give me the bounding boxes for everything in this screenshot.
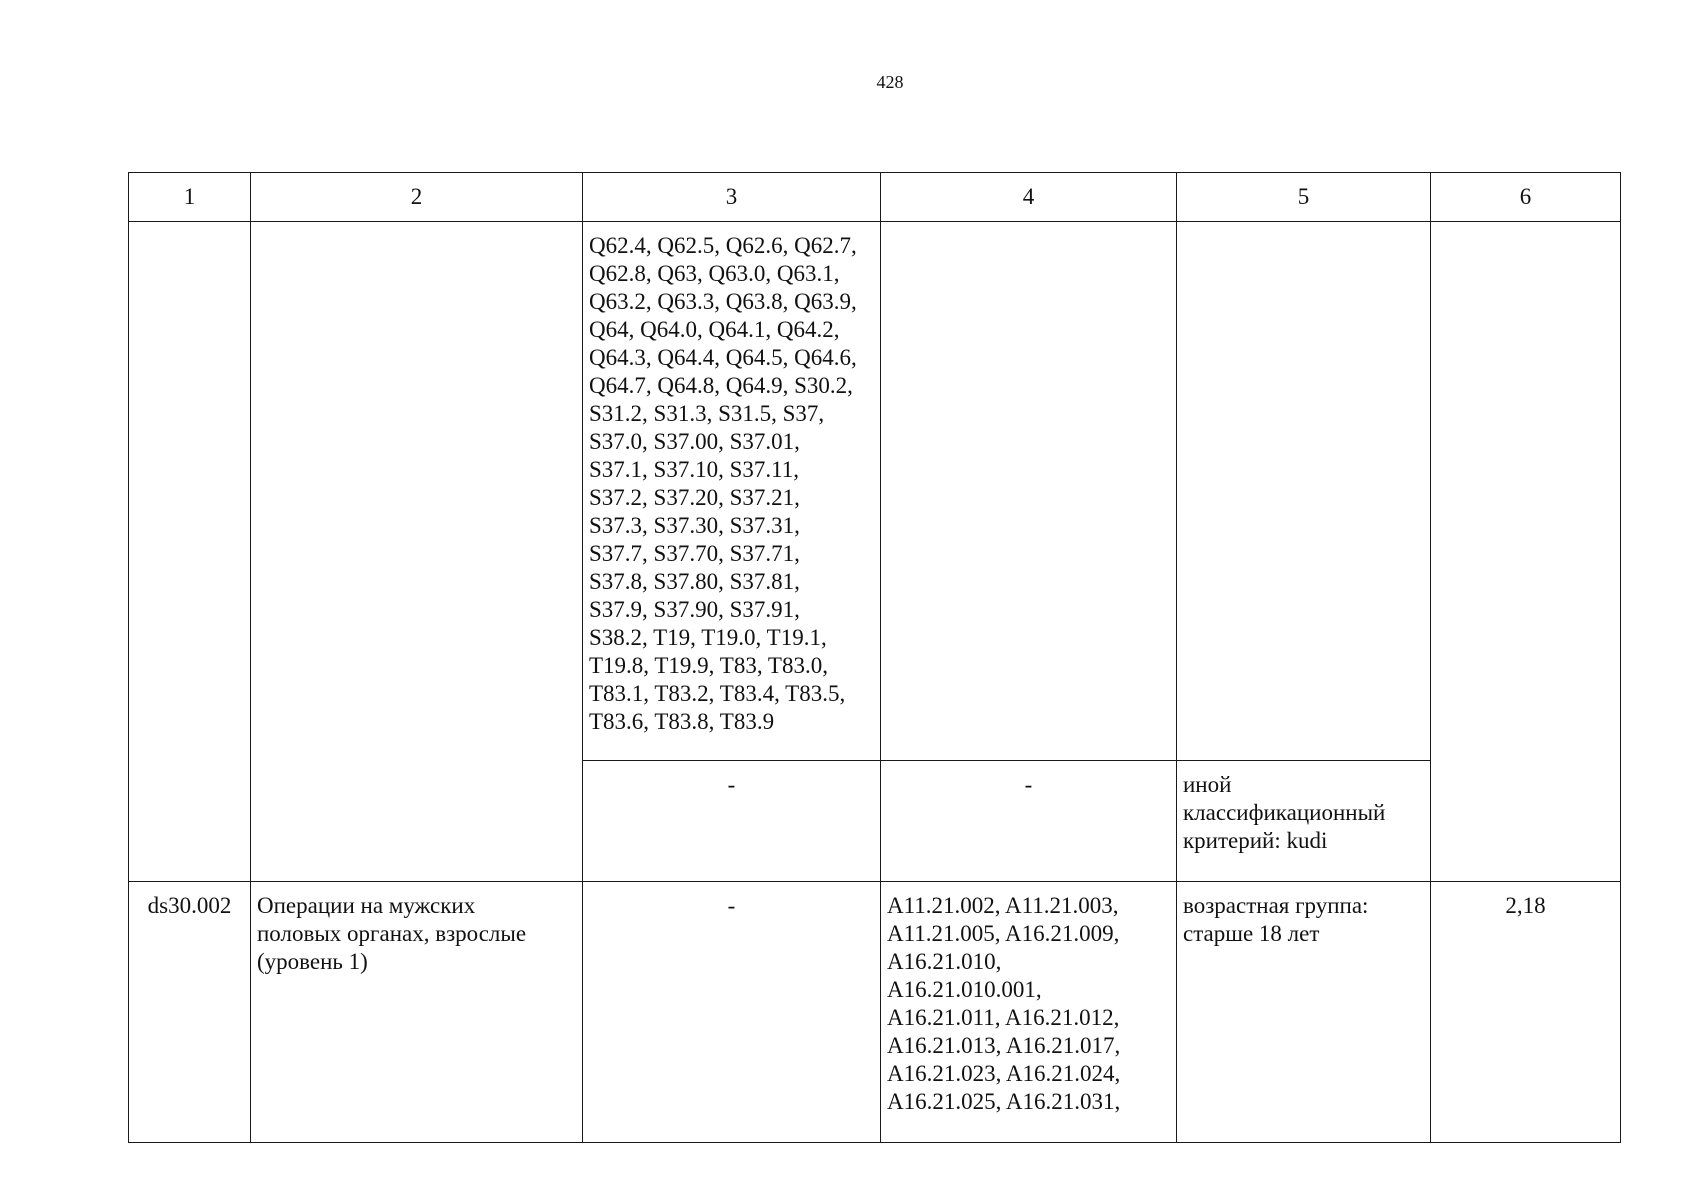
continuation-col4-cell xyxy=(881,222,1177,761)
ksg-code-cell: ds30.002 xyxy=(129,882,251,1143)
coefficient-cell: 2,18 xyxy=(1431,882,1621,1143)
classification-criterion-cell: иной классификационный критерий: kudi xyxy=(1177,761,1431,882)
continuation-col2-cell xyxy=(251,222,583,882)
diagnosis-codes-cell: Q62.4, Q62.5, Q62.6, Q62.7, Q62.8, Q63, Q63.0, Q63.1, Q63.2, Q63.3, Q63.8, Q63.9, Q64, Q64.0, Q64.1, Q64.2, Q64.3, Q64.4, Q64.5, Q64.6, Q64.7, Q64.8, Q64.9, S30.2, S31.2, S31.3, S31.5, S37, S37.0, S37.00, S37.01, S37.1, S37.10, S37.11, S37.2, S37.20, S37.21, S37.3, S37.30, S37.31, S37.7, S37.70, S37.71, S37.8, S37.80, S37.81, S37.9, S37.90, S37.91, S38.2, T19, T19.0, T19.1, T19.8, T19.9, T83, T83.0, T83.1, T83.2, T83.4, T83.5, T83.6, T83.8, T83.9 xyxy=(583,222,881,761)
column-header-2: 2 xyxy=(251,173,583,222)
header-row xyxy=(129,173,1621,222)
ksg-name-cell: Операции на мужских половых органах, взрослые (уровень 1) xyxy=(251,882,583,1143)
continuation-col6-cell xyxy=(1431,222,1621,882)
service-codes-cell: A11.21.002, A11.21.003, A11.21.005, A16.21.009, A16.21.010, A16.21.010.001, A16.21.011, A16.21.012, A16.21.013, A16.21.017, A16.21.023, A16.21.024, A16.21.025, A16.21.031, xyxy=(881,882,1177,1143)
column-header-3: 3 xyxy=(583,173,881,222)
column-header-6: 6 xyxy=(1431,173,1621,222)
ds-col3-dash: - xyxy=(583,882,881,1143)
column-header-1: 1 xyxy=(129,173,251,222)
table-row-ds30-002 xyxy=(129,882,1621,1143)
sub-col4-dash: - xyxy=(881,761,1177,882)
column-header-5: 5 xyxy=(1177,173,1431,222)
tariff-table xyxy=(128,172,1621,1143)
column-header-4: 4 xyxy=(881,173,1177,222)
continuation-col1-cell xyxy=(129,222,251,882)
sub-col3-dash: - xyxy=(583,761,881,882)
table-row-continuation xyxy=(129,222,1621,761)
age-group-cell: возрастная группа: старше 18 лет xyxy=(1177,882,1431,1143)
continuation-col5-cell xyxy=(1177,222,1431,761)
page-number: 428 xyxy=(876,72,904,92)
